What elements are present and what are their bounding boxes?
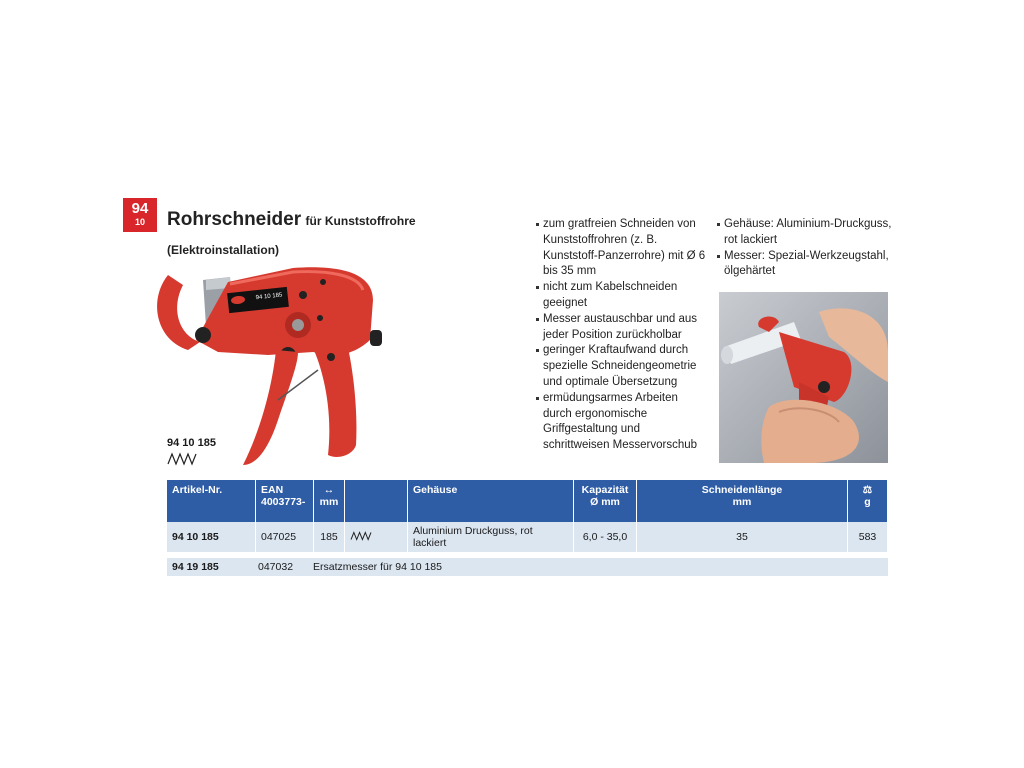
cell-length: 185	[314, 522, 345, 552]
col-header-capacity	[574, 480, 637, 522]
length-arrow-icon: ↔	[323, 484, 335, 496]
col-header-ean-line1: EAN	[261, 484, 284, 496]
col-header-weight-unit: g	[864, 496, 871, 508]
col-header-ean-line2: 4003773-	[261, 496, 306, 508]
feature-item: Messer austauschbar und aus jeder Position zurückholbar	[536, 312, 706, 344]
feature-item: ermüdungsarmes Arbeiten durch ergonomische Griffgestaltung und schrittweisen Messervorschub	[536, 391, 706, 454]
col-header-ean	[256, 480, 314, 522]
category-badge	[123, 198, 157, 232]
product-subtitle: (Elektroinstallation)	[167, 243, 280, 257]
col-header-article: Artikel-Nr.	[167, 480, 256, 522]
spring-symbol-icon	[350, 531, 372, 541]
feature-item: Messer: Spezial-Werkzeugstahl, ölgehärtet	[717, 249, 892, 281]
cell-blade-length: 35	[637, 522, 848, 552]
feature-item: geringer Kraftaufwand durch spezielle Schneidengeometrie und optimale Übersetzung	[536, 343, 706, 390]
cell-symbol	[345, 522, 408, 552]
feature-item: Gehäuse: Aluminium-Druckguss, rot lackiert	[717, 217, 892, 249]
cell-housing: Aluminium Druckguss, rot lackiert	[408, 522, 574, 552]
cell-ean: 047025	[256, 522, 314, 552]
feature-list-right	[717, 217, 892, 280]
cell-capacity: 6,0 - 35,0	[574, 522, 637, 552]
badge-number-bottom: 10	[134, 217, 145, 227]
tool-imprint: 94 10 185	[255, 292, 283, 302]
usage-photo	[719, 292, 888, 463]
feature-item: nicht zum Kabelschneiden geeignet	[536, 280, 706, 312]
col-header-capacity-line1: Kapazität	[581, 484, 629, 496]
feature-item: zum gratfreien Schneiden von Kunststoffrohren (z. B. Kunststoff-Panzerrohre) mit Ø 6 bis 35 mm	[536, 217, 706, 280]
col-header-blade-length	[637, 480, 848, 522]
table-row	[167, 558, 888, 576]
cell-ean: 047032	[258, 561, 294, 573]
cell-article: 94 19 185	[172, 561, 219, 573]
cell-weight: 583	[848, 522, 888, 552]
badge-number-top: 94	[131, 200, 149, 217]
product-title-main: Rohrschneider	[167, 209, 302, 230]
col-header-blade-length-unit: mm	[732, 496, 752, 508]
product-table	[167, 480, 888, 552]
cell-article: 94 10 185	[167, 522, 256, 552]
col-header-symbol	[345, 480, 408, 522]
col-header-blade-length-line1: Schneidenlänge	[701, 484, 783, 496]
feature-list-left	[536, 217, 706, 454]
col-header-length	[314, 480, 345, 522]
tool-article-number: 94 10 185	[167, 437, 216, 449]
col-header-housing: Gehäuse	[408, 480, 574, 522]
spring-symbol-icon	[167, 452, 197, 466]
weight-scale-icon: ⚖	[862, 484, 873, 496]
col-header-capacity-unit: Ø mm	[590, 496, 620, 508]
product-title-sub: für Kunststoffrohre	[305, 214, 416, 228]
table-header-row	[167, 480, 888, 522]
product-title	[167, 209, 416, 231]
cell-description: Ersatzmesser für 94 10 185	[313, 561, 442, 573]
col-header-weight	[848, 480, 888, 522]
col-header-length-unit: mm	[319, 496, 339, 508]
table-row	[167, 522, 888, 552]
